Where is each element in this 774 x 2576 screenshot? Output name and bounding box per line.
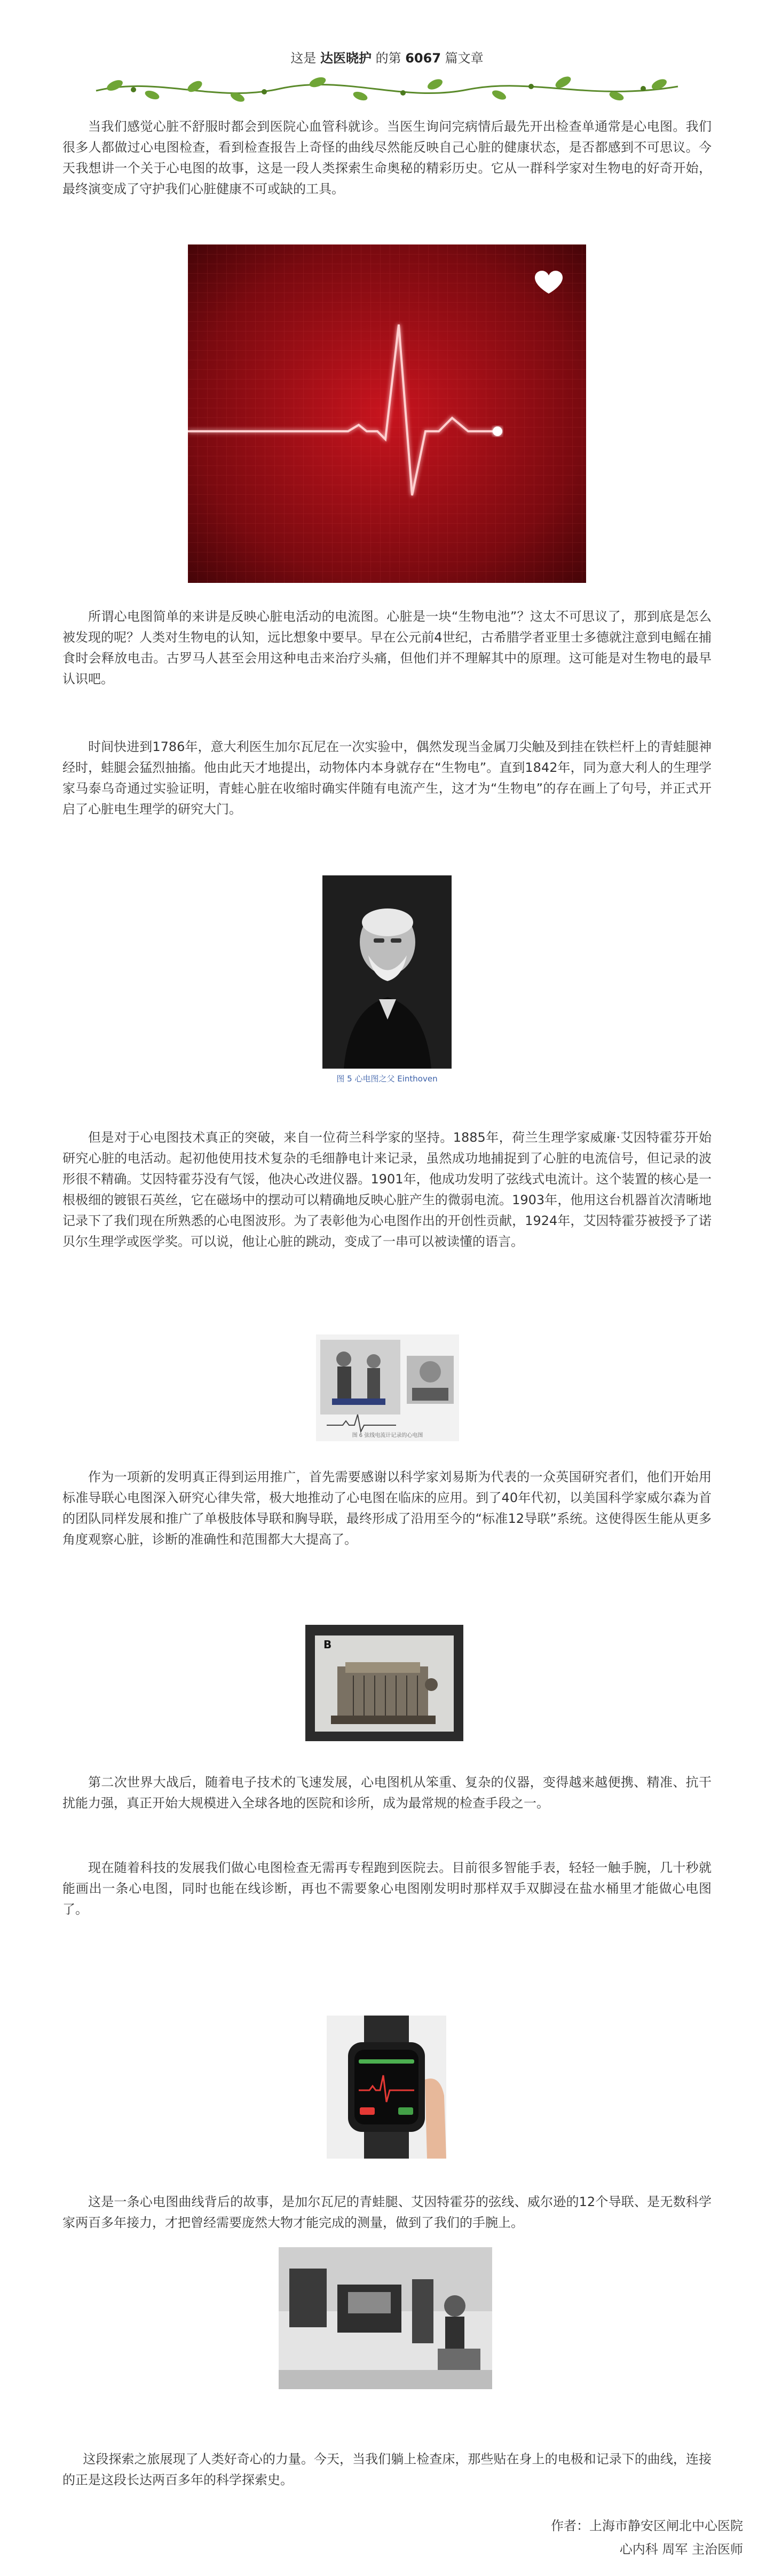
twelve-lead-paragraph: 作为一项新的发明真正得到运用推广，首先需要感谢以科学家刘易斯为代表的一众英国研究者们，他们开始用标准导联心电图深入研究心律失常，极大地推动了心电图在临床的应用。到了40年代初，以美国科学家威尔森为首的团队同样发展和推广了单极肢体导联和胸导联，最终形成了沿用至今的“标准12导联”系统。这使得医生能从更多角度观察心脏，诊断的准确性和范围都大大提高了。 xyxy=(62,1469,712,1547)
smartwatch-ecg-image xyxy=(327,2016,446,2159)
author-doctor: 心内科 周军 主治医师 xyxy=(619,2542,743,2557)
einthoven-paragraph: 但是对于心电图技术真正的突破，来自一位荷兰科学家的坚持。1885年，荷兰生理学家威廉·艾因特霍芬开始研究心脏的电活动。起初他使用技术复杂的毛细静电计来记录，虽然成功地捕捉到了心脏的电流信号，但记录的波形很不精确。艾因特霍芬没有气馁，他决心改进仪器。1901年，他成功发明了弦线式电流计。这个装置的核心是一根极细的镀银石英丝，它在磁场中的摆动可以精确地反映心脏产生的微弱电流。1903年，他用这台机器首次清晰地记录下了我们现在所熟悉的心电图波形。为了表彰他为心电图作出的开创性贡献，1924年，艾因特霍芬被授予了诺贝尔生理学或医学奖。可以说，他让心脏的跳动，变成了一串可以被读懂的语言。 xyxy=(62,1130,712,1249)
header-suffix: 篇文章 xyxy=(445,51,484,66)
einthoven-portrait-image xyxy=(322,875,452,1069)
summary-paragraph: 这是一条心电图曲线背后的故事，是加尔瓦尼的青蛙腿、艾因特霍芬的弦线、威尔逊的12个导联、是无数科学家两百多年接力，才把曾经需要庞然大物才能完成的测量，做到了我们的手腕上。 xyxy=(62,2194,712,2230)
lab-caption: 图 6 弦线电流计记录的心电图 xyxy=(352,1433,423,1439)
author-block xyxy=(551,2514,743,2561)
author-hospital: 作者：上海市静安区闸北中心医院 xyxy=(551,2518,743,2533)
smartwatch-paragraph: 现在随着科技的发展我们做心电图检查无需再专程跑到医院去。目前很多智能手表，轻轻一触手腕，几十秒就能画出一条心电图，同时也能在线诊断，再也不需要象心电图刚发明时那样双手双脚浸在盐水桶里才能做心电图了。 xyxy=(62,1860,712,1917)
svg-text:B: B xyxy=(323,1638,332,1651)
early-ecg-machine-image xyxy=(305,1625,463,1741)
ecg-heartbeat-image xyxy=(188,244,586,583)
string-galvanometer-lab-image xyxy=(316,1334,459,1441)
galvani-paragraph: 时间快进到1786年，意大利医生加尔瓦尼在一次实验中，偶然发现当金属刀尖触及到挂在铁栏杆上的青蛙腿神经时，蛙腿会猛烈抽搐。他由此天才地提出，动物体内本身就存在“生物电”。直到1842年，同为意大利人的生理学家马泰乌奇通过实验证明，青蛙心脏在收缩时确实伴随有电流产生，这才为“生物电”的存在画上了句号，并正式开启了心脏电生理学的研究大门。 xyxy=(62,739,712,817)
header-prefix: 这是 xyxy=(290,51,317,66)
bio-battery-paragraph: 所谓心电图简单的来讲是反映心脏电活动的电流图。心脏是一块“生物电池”？这太不可思议了，那到底是怎么被发现的呢？人类对生物电的认知，远比想象中要早。早在公元前4世纪，古希腊学者亚里士多德就注意到电鳐在捕食时会释放电击。古罗马人甚至会用这种电击来治疗头痛，但他们并不理解其中的原理。这可能是对生物电的最早认识吧。 xyxy=(62,609,712,686)
historic-ecg-lab-image xyxy=(279,2247,492,2389)
intro-paragraph: 当我们感觉心脏不舒服时都会到医院心血管科就诊。当医生询问完病情后最先开出检查单通常是心电图。我们很多人都做过心电图检查，看到检查报告上奇怪的曲线尽然能反映自己心脏的健康状态，是否都感到不可思议。今天我想讲一个关于心电图的故事，这是一段人类探索生命奥秘的精彩历史。它从一群科学家对生物电的好奇开始，最终演变成了守护我们心脏健康不可或缺的工具。 xyxy=(62,119,712,196)
postwar-paragraph: 第二次世界大战后，随着电子技术的飞速发展，心电图机从笨重、复杂的仪器，变得越来越便携、精准、抗干扰能力强，真正开始大规模进入全球各地的医院和诊所，成为最常规的检查手段之一。 xyxy=(62,1775,712,1811)
closing-paragraph: 这段探索之旅展现了人类好奇心的力量。今天，当我们躺上检查床，那些贴在身上的电极和记录下的曲线，连接的正是这段长达两百多年的科学探索史。 xyxy=(62,2452,712,2487)
vine-divider-icon xyxy=(93,70,681,108)
header-middle: 的第 xyxy=(375,51,401,66)
portrait-caption: 图 5 心电图之父 Einthoven xyxy=(336,1074,438,1084)
article-number: 6067 xyxy=(405,51,441,66)
account-name[interactable]: 达医晓护 xyxy=(320,51,372,66)
article-count-line xyxy=(0,49,774,67)
